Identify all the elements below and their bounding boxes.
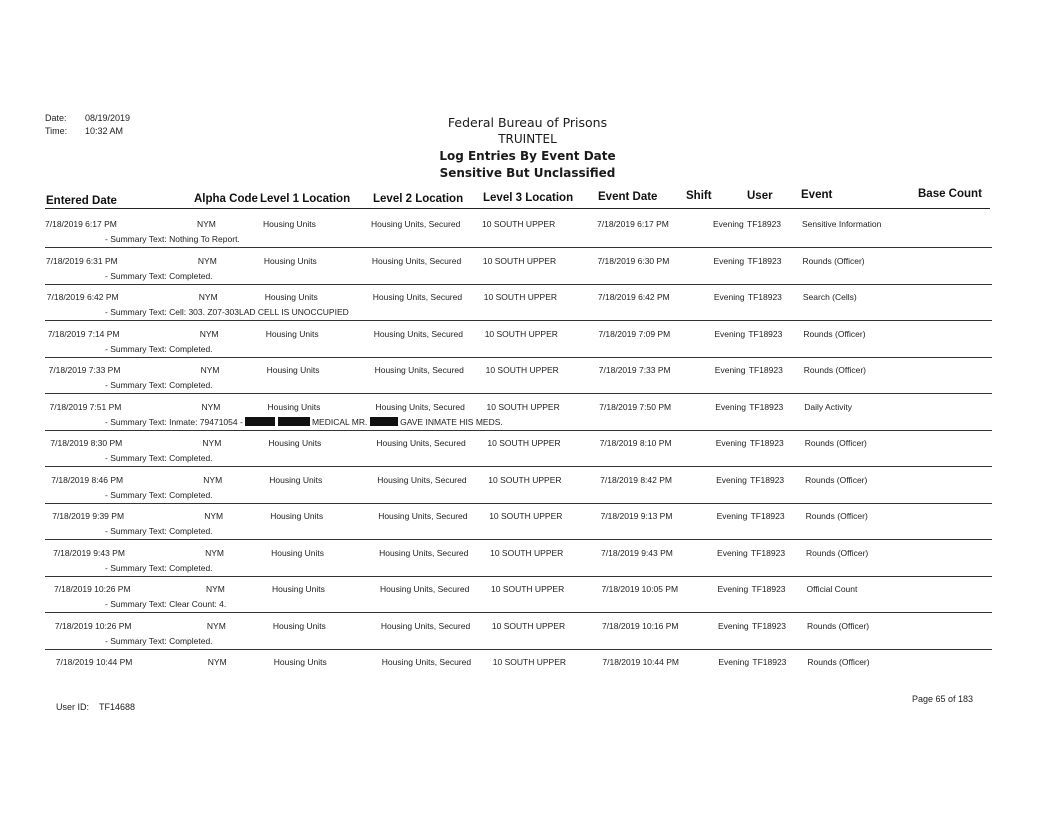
agency-name: Federal Bureau of Prisons xyxy=(447,115,608,130)
user: TF18923 xyxy=(750,474,785,485)
row-rule xyxy=(45,612,992,613)
col-user: User xyxy=(747,190,773,202)
level3-location: 10 SOUTH UPPER xyxy=(483,292,558,302)
alpha-code: NYM xyxy=(205,547,224,558)
row-rule xyxy=(45,430,992,431)
event: Rounds (Officer) xyxy=(804,438,867,448)
user: TF18923 xyxy=(751,620,786,631)
event: Rounds (Officer) xyxy=(803,328,866,339)
level3-location: 10 SOUTH UPPER xyxy=(489,511,563,521)
shift: Evening xyxy=(713,219,744,229)
event: Rounds (Officer) xyxy=(807,657,870,667)
event-date: 7/18/2019 9:13 PM xyxy=(600,511,673,521)
event: Rounds (Officer) xyxy=(806,620,870,631)
event: Search (Cells) xyxy=(802,292,857,302)
user-id-label: User ID: xyxy=(56,702,90,712)
shift: Evening xyxy=(717,547,748,558)
summary-text: - Summary Text: Completed. xyxy=(105,526,213,536)
row-rule xyxy=(45,503,992,504)
row-rule xyxy=(45,247,992,248)
shift: Evening xyxy=(716,474,747,485)
alpha-code: NYM xyxy=(204,511,224,521)
shift: Evening xyxy=(717,620,749,631)
entered-date: 7/18/2019 6:17 PM xyxy=(45,219,117,229)
log-entry xyxy=(45,542,992,578)
level1-location: Housing Units xyxy=(271,547,325,558)
user: TF18923 xyxy=(747,219,782,229)
level3-location: 10 SOUTH UPPER xyxy=(492,657,567,667)
log-entry xyxy=(45,396,992,432)
log-entry xyxy=(45,505,992,541)
level1-location: Housing Units xyxy=(266,365,320,375)
alpha-code: NYM xyxy=(202,438,222,448)
report-date xyxy=(45,113,130,123)
redaction-block xyxy=(245,417,275,426)
level3-location: 10 SOUTH UPPER xyxy=(486,401,560,412)
log-entry xyxy=(45,469,992,505)
summary-text: - Summary Text: Cell: 303. Z07-303LAD CELL IS UNOCCUPIED xyxy=(105,307,349,317)
level2-location: Housing Units, Secured xyxy=(371,219,461,229)
user: TF18923 xyxy=(749,401,784,412)
date-value: 08/19/2019 xyxy=(85,113,131,123)
entered-date: 7/18/2019 8:46 PM xyxy=(51,474,124,485)
summary-text: - Summary Text: Completed. xyxy=(105,380,213,390)
summary-text: - Summary Text: Completed. xyxy=(105,343,213,354)
header-rule xyxy=(45,208,990,209)
level3-location: 10 SOUTH UPPER xyxy=(487,438,561,448)
user: TF18923 xyxy=(748,328,783,339)
shift: Evening xyxy=(713,292,745,302)
entered-date: 7/18/2019 7:14 PM xyxy=(47,328,120,339)
time-value: 10:32 AM xyxy=(85,126,124,136)
user: TF18923 xyxy=(747,255,782,266)
level2-location: Housing Units, Secured xyxy=(375,401,465,412)
event: Rounds (Officer) xyxy=(806,547,869,558)
level2-location: Housing Units, Secured xyxy=(376,438,466,448)
user: TF18923 xyxy=(751,584,786,594)
alpha-code: NYM xyxy=(199,328,219,339)
row-rule xyxy=(45,649,992,650)
page-number: Page 65 of 183 xyxy=(912,694,974,704)
summary-part-1: - Summary Text: Inmate: 79471054 - xyxy=(105,416,243,427)
level1-location: Housing Units xyxy=(263,255,317,266)
log-entry xyxy=(45,323,992,359)
event-date: 7/18/2019 10:05 PM xyxy=(601,584,679,594)
user: TF18923 xyxy=(751,547,786,558)
level1-location: Housing Units xyxy=(268,438,322,448)
col-shift: Shift xyxy=(686,190,712,202)
user: TF18923 xyxy=(752,657,787,667)
level3-location: 10 SOUTH UPPER xyxy=(485,365,559,375)
level2-location: Housing Units, Secured xyxy=(379,547,469,558)
event-date: 7/18/2019 7:09 PM xyxy=(598,328,671,339)
report-name: Log Entries By Event Date xyxy=(439,149,616,163)
entered-date: 7/18/2019 10:44 PM xyxy=(55,657,133,667)
col-level2-location: Level 2 Location xyxy=(373,193,464,205)
level2-location: Housing Units, Secured xyxy=(374,365,464,375)
col-level3-location: Level 3 Location xyxy=(483,192,574,204)
alpha-code: NYM xyxy=(197,219,216,229)
level1-location: Housing Units xyxy=(270,511,324,521)
level1-location: Housing Units xyxy=(272,584,325,594)
event-date: 7/18/2019 10:16 PM xyxy=(601,620,679,631)
log-entry xyxy=(45,213,992,249)
row-rule xyxy=(45,284,992,285)
alpha-code: NYM xyxy=(207,657,227,667)
summary-part-3: GAVE INMATE HIS MEDS. xyxy=(400,416,503,427)
alpha-code: NYM xyxy=(198,292,218,302)
summary-part-2: MEDICAL MR. xyxy=(311,416,368,427)
event: Official Count xyxy=(806,584,858,594)
level1-location: Housing Units xyxy=(269,474,323,485)
shift: Evening xyxy=(714,328,746,339)
entered-date: 7/18/2019 6:42 PM xyxy=(46,292,119,302)
entered-date: 7/18/2019 9:39 PM xyxy=(52,511,125,521)
summary-text: - Summary Text: Completed. xyxy=(105,635,213,646)
level2-location: Housing Units, Secured xyxy=(378,511,468,521)
level2-location: Housing Units, Secured xyxy=(381,657,472,667)
summary-text: - Summary Text: Completed. xyxy=(105,562,213,573)
event-date: 7/18/2019 9:43 PM xyxy=(601,547,673,558)
user: TF18923 xyxy=(749,438,784,448)
level1-location: Housing Units xyxy=(267,401,321,412)
shift: Evening xyxy=(713,255,745,266)
alpha-code: NYM xyxy=(206,620,226,631)
redaction-block xyxy=(370,417,398,426)
event: Rounds (Officer) xyxy=(803,365,866,375)
col-entered-date: Entered Date xyxy=(46,195,117,207)
event-date: 7/18/2019 6:17 PM xyxy=(597,219,669,229)
classification: Sensitive But Unclassified xyxy=(439,166,616,180)
event: Rounds (Officer) xyxy=(802,255,865,266)
entered-date: 7/18/2019 6:31 PM xyxy=(45,255,118,266)
entered-date: 7/18/2019 7:51 PM xyxy=(49,401,122,412)
alpha-code: NYM xyxy=(200,365,220,375)
col-base-count: Base Count xyxy=(918,188,982,200)
user: TF18923 xyxy=(747,292,782,302)
entered-date: 7/18/2019 9:43 PM xyxy=(53,547,125,558)
level3-location: 10 SOUTH UPPER xyxy=(490,547,564,558)
footer-user-id xyxy=(56,702,135,712)
entered-date: 7/18/2019 7:33 PM xyxy=(48,365,121,375)
alpha-code: NYM xyxy=(203,474,223,485)
level1-location: Housing Units xyxy=(264,292,318,302)
level1-location: Housing Units xyxy=(273,657,327,667)
event-date: 7/18/2019 7:50 PM xyxy=(599,401,672,412)
shift: Evening xyxy=(714,365,746,375)
log-entry xyxy=(45,432,992,468)
col-alpha-code: Alpha Code xyxy=(194,193,258,205)
entered-date: 7/18/2019 8:30 PM xyxy=(50,438,123,448)
level2-location: Housing Units, Secured xyxy=(377,474,467,485)
system-name: TRUINTEL xyxy=(498,132,557,146)
level2-location: Housing Units, Secured xyxy=(380,620,471,631)
level3-location: 10 SOUTH UPPER xyxy=(484,328,558,339)
report-title-block xyxy=(400,114,655,182)
alpha-code: NYM xyxy=(197,255,217,266)
summary-text: - Summary Text: Completed. xyxy=(105,270,213,281)
event-date: 7/18/2019 6:30 PM xyxy=(597,255,670,266)
summary-text: - Summary Text: Completed. xyxy=(105,489,213,500)
event: Sensitive Information xyxy=(802,219,882,229)
redaction-block xyxy=(278,417,310,426)
log-entry xyxy=(45,578,992,614)
log-entry xyxy=(45,615,992,651)
row-rule xyxy=(45,393,992,394)
summary-text: - Summary Text: Clear Count: 4. xyxy=(105,599,227,609)
row-rule xyxy=(45,539,992,540)
alpha-code: NYM xyxy=(201,401,221,412)
row-rule xyxy=(45,466,992,467)
time-label: Time: xyxy=(45,126,68,136)
level3-location: 10 SOUTH UPPER xyxy=(482,219,556,229)
summary-text xyxy=(105,417,503,427)
user-id-value: TF14688 xyxy=(99,702,136,712)
level3-location: 10 SOUTH UPPER xyxy=(488,474,562,485)
event: Rounds (Officer) xyxy=(805,474,868,485)
log-entry xyxy=(45,250,992,286)
row-rule xyxy=(45,357,992,358)
date-label: Date: xyxy=(45,113,67,123)
level2-location: Housing Units, Secured xyxy=(372,292,463,302)
entered-date: 7/18/2019 10:26 PM xyxy=(54,584,131,594)
event: Daily Activity xyxy=(804,401,852,412)
report-time xyxy=(45,126,123,136)
shift: Evening xyxy=(715,438,747,448)
log-entry xyxy=(45,286,992,322)
col-level1-location: Level 1 Location xyxy=(260,193,351,205)
level3-location: 10 SOUTH UPPER xyxy=(491,620,566,631)
level1-location: Housing Units xyxy=(263,219,316,229)
event-date: 7/18/2019 10:44 PM xyxy=(602,657,679,667)
log-entry xyxy=(45,359,992,395)
entered-date: 7/18/2019 10:26 PM xyxy=(54,620,132,631)
shift: Evening xyxy=(715,401,746,412)
alpha-code: NYM xyxy=(206,584,225,594)
row-rule xyxy=(45,576,992,577)
log-entry xyxy=(45,651,992,687)
level2-location: Housing Units, Secured xyxy=(380,584,470,594)
level2-location: Housing Units, Secured xyxy=(371,255,462,266)
shift: Evening xyxy=(718,657,750,667)
summary-text: - Summary Text: Nothing To Report. xyxy=(105,234,240,244)
event-date: 7/18/2019 7:33 PM xyxy=(598,365,671,375)
shift: Evening xyxy=(717,584,749,594)
event-date: 7/18/2019 8:42 PM xyxy=(600,474,672,485)
level1-location: Housing Units xyxy=(265,328,319,339)
summary-text: - Summary Text: Completed. xyxy=(105,453,213,463)
user: TF18923 xyxy=(748,365,783,375)
event: Rounds (Officer) xyxy=(805,511,868,521)
shift: Evening xyxy=(716,511,748,521)
event-date: 7/18/2019 8:10 PM xyxy=(599,438,672,448)
event-date: 7/18/2019 6:42 PM xyxy=(597,292,670,302)
level3-location: 10 SOUTH UPPER xyxy=(491,584,565,594)
level2-location: Housing Units, Secured xyxy=(373,328,463,339)
col-event: Event xyxy=(801,189,833,201)
col-event-date: Event Date xyxy=(598,191,658,203)
row-rule xyxy=(45,320,992,321)
level1-location: Housing Units xyxy=(272,620,326,631)
user: TF18923 xyxy=(750,511,785,521)
level3-location: 10 SOUTH UPPER xyxy=(482,255,557,266)
